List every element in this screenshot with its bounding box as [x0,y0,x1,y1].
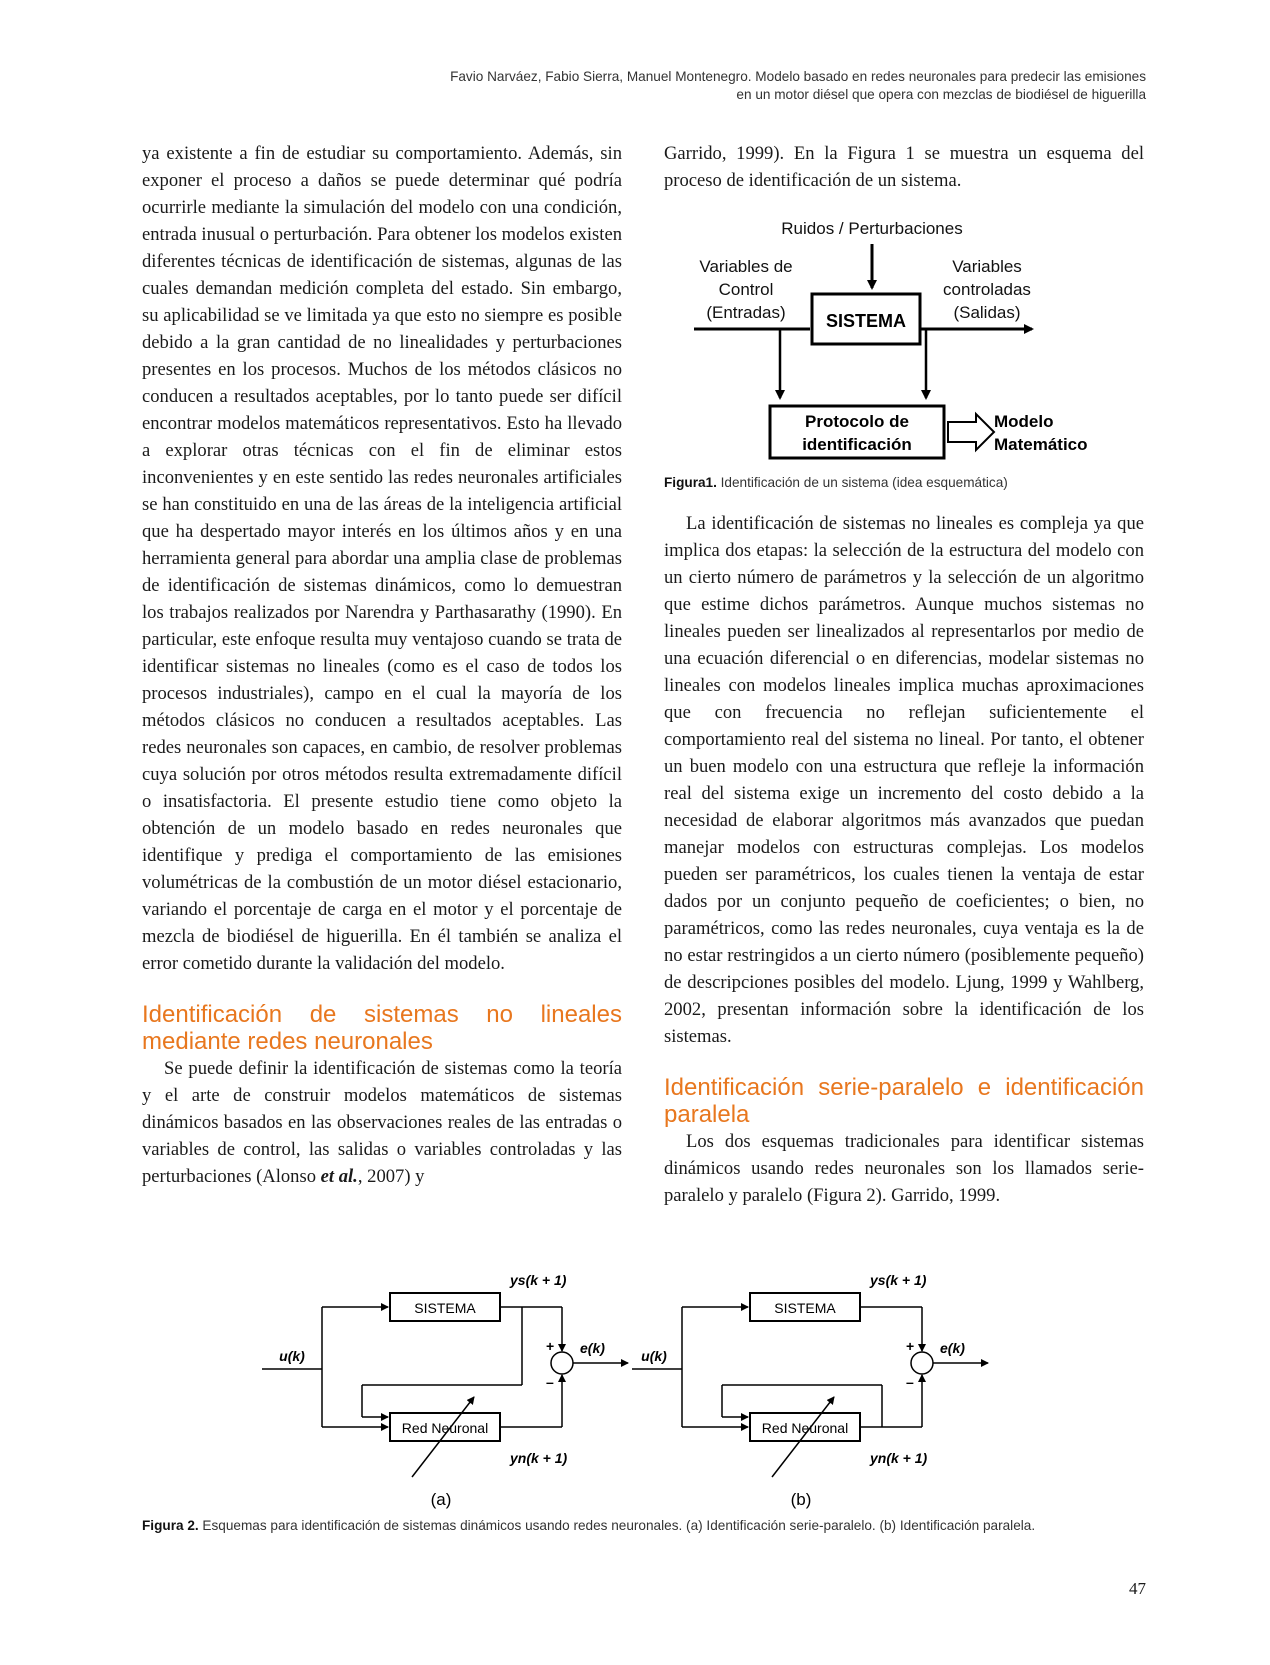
text-span: Se puede definir la identificación de sistemas como la teoría y el arte de construir modelos matemáticos de sistemas dinámicos basados en las observaciones reales de las entradas o variables de control, las salidas o variables controladas y las perturbaciones (Alonso [142,1058,622,1187]
input-label-1: Variables de [699,257,793,276]
figure-2 [262,1265,1022,1515]
ys-label-a: ys(k + 1) [510,1272,567,1288]
et-al: et al. [320,1166,358,1187]
system-label-a: SISTEMA [414,1300,476,1316]
panel-label-b: (b) [790,1490,812,1509]
input-label-2: Control [718,280,774,299]
system-label-b: SISTEMA [774,1300,836,1316]
diagram-b [632,1293,988,1477]
diagram-a [262,1293,628,1477]
figure-1 [664,208,1144,470]
caption-label: Figura 2. [142,1518,199,1533]
right-column [664,140,1144,1209]
plus-sign-b: + [906,1338,915,1354]
section-heading-series-parallel: Identificación serie-paralelo e identificación paralela [664,1074,1144,1128]
system-label: SISTEMA [825,311,907,331]
header-line-2: en un motor diésel que opera con mezclas de biodiésel de higuerilla [736,87,1146,102]
yn-label-b: yn(k + 1) [870,1450,928,1466]
running-header [246,68,1146,104]
hollow-arrow-icon [948,414,994,450]
figure-2-diagram [262,1265,1022,1515]
left-paragraph-1: ya existente a fin de estudiar su comportamiento. Además, sin exponer el proceso a daños se puede determinar qué podría ocurrirle mediante la simulación del modelo con una condición, entrada inusual o perturbación. Para obtener los modelos existen diferentes técnicas de identificación de sistemas, algunas de las cuales demandan medición completa del estado. Sin embargo, su aplicabilidad se ve limitada ya que esto no siempre es posible debido a la gran cantidad de no linealidades y perturbaciones presentes en los procesos. Muchos de los métodos clásicos no conducen a resultados aceptables, por lo tanto puede ser difícil encontrar modelos matemáticos representativos. Esto ha llevado a explorar otras técnicas con el fin de eliminar estos inconvenientes y en este sentido las redes neuronales artificiales se han constituido en una de las áreas de la inteligencia artificial que ha despertado mayor interés en los últimos años y en una herramienta general para abordar una amplia clase de problemas de identificación de sistemas dinámicos, como lo demuestran los trabajos realizados por Narendra y Parthasarathy (1990). En particular, este enfoque resulta muy ventajoso cuando se trata de identificar sistemas no lineales (como es el caso de todos los procesos industriales), campo en el cual la mayoría de los métodos clásicos no conducen a resultados aceptables. Las redes neuronales son capaces, en cambio, de resolver problemas cuya solución por otros métodos resulta extremadamente difícil o insatisfactoria. El presente estudio tiene como objeto la obtención de un modelo basado en redes neuronales que identifique y prediga el comportamiento de las emisiones volumétricas de la combustión de un motor diésel estacionario, variando el porcentaje de carga en el motor y el porcentaje de mezcla de biodiésel de higuerilla. En él también se analiza el error cometido durante la validación del modelo. [142,143,622,974]
output-label-2: controladas [943,280,1031,299]
ys-label-b: ys(k + 1) [870,1272,927,1288]
panel-label-a: (a) [430,1490,452,1509]
plus-sign-a: + [546,1338,555,1354]
right-paragraph-2: La identificación de sistemas no lineales es compleja ya que implica dos etapas: la selección de la estructura del modelo con un cierto número de parámetros y la selección de un algoritmo que estime dichos parámetros. Aunque muchos sistemas no lineales pueden ser linealizados al representarlos por medio de una ecuación diferencial o en diferencias, modelar sistemas no lineales con modelos lineales implica muchas aproximaciones que con frecuencia no reflejan suficientemente el comportamiento real del sistema no lineal. Por tanto, el obtener un buen modelo con una estructura que refleje la información real del sistema exige un incremento del costo debido a la necesidad de elaborar algoritmos más avanzados que puedan manejar modelos con estructuras complejas. Los modelos pueden ser paramétricos, los cuales tienen la ventaja de estar dados por un conjunto pequeño de coeficientes; o bien, no paramétricos, como las redes neuronales, cuya ventaja es la de no estar restringidos a un cierto número (posiblemente pequeño) de descripciones posibles del modelo. Ljung, 1999 y Wahlberg, 2002, presentan información sobre la identificación de los sistemas. [664,513,1144,1047]
section-heading-nonlinear: Identificación de sistemas no lineales mediante redes neuronales [142,1001,622,1055]
caption-text: Identificación de un sistema (idea esquemática) [716,475,1008,490]
figure-1-diagram [664,208,1144,470]
header-line-1: Favio Narváez, Fabio Sierra, Manuel Montenegro. Modelo basado en redes neuronales para predecir las emisiones [450,69,1146,84]
left-column [142,140,622,1190]
noise-label: Ruidos / Perturbaciones [781,219,963,238]
input-label-3: (Entradas) [706,303,786,322]
input-u-label-a: u(k) [279,1348,305,1364]
yn-label-a: yn(k + 1) [510,1450,568,1466]
left-paragraph-2 [142,1055,622,1190]
protocol-label-2: identificación [802,435,912,454]
protocol-label-1: Protocolo de [805,412,909,431]
caption-text: Esquemas para identificación de sistemas dinámicos usando redes neuronales. (a) Identificación serie-paralelo. (b) Identificación paralela. [198,1518,1036,1533]
page-number: 47 [1129,1579,1146,1598]
error-label-a: e(k) [580,1340,605,1356]
output-label-1: Variables [952,257,1022,276]
figure-1-caption [664,474,1144,492]
input-u-label-b: u(k) [641,1348,667,1364]
right-paragraph-3: Los dos esquemas tradicionales para identificar sistemas dinámicos usando redes neuronales son los llamados serie-paralelo y paralelo (Figura 2). Garrido, 1999. [664,1131,1144,1206]
error-label-b: e(k) [940,1340,965,1356]
model-label-1: Modelo [994,412,1054,431]
minus-sign-b: – [906,1374,914,1390]
caption-label: Figura1. [664,475,717,490]
model-label-2: Matemático [994,435,1088,454]
text-span: , 2007) y [357,1166,425,1187]
neural-net-label-a: Red Neuronal [401,1420,489,1436]
neural-net-label-b: Red Neuronal [761,1420,849,1436]
output-label-3: (Salidas) [953,303,1021,322]
minus-sign-a: – [546,1374,554,1390]
right-paragraph-1: Garrido, 1999). En la Figura 1 se muestra un esquema del proceso de identificación de un sistema. [664,143,1144,191]
figure-2-caption [142,1517,1142,1535]
